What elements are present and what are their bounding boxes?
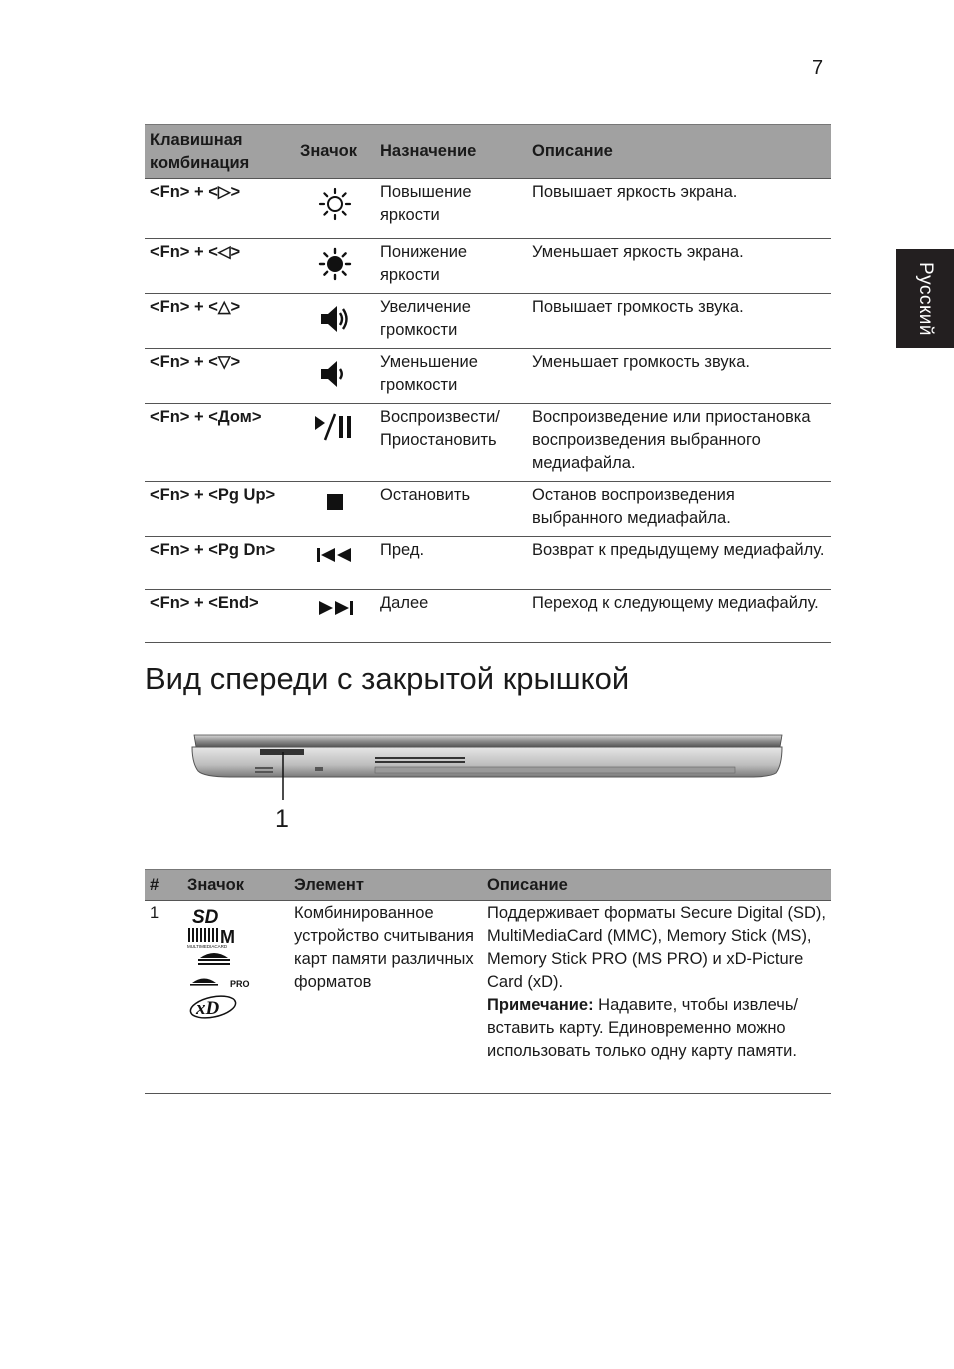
description: Переход к следующему медиафайлу. bbox=[527, 590, 831, 643]
memory-stick-pro-icon bbox=[190, 979, 250, 990]
hotkey-table-header bbox=[145, 125, 831, 179]
note-text: Надавите, чтобы извлечь/вставить карту. Единовременно можно использовать только одну карту памяти. bbox=[487, 996, 799, 1060]
language-tab-label: Русский bbox=[915, 261, 936, 336]
purpose: Пред. bbox=[375, 537, 527, 590]
header-icon: Значок bbox=[295, 125, 375, 179]
next-icon bbox=[315, 604, 355, 622]
svg-text:SD: SD bbox=[192, 907, 219, 928]
svg-text:xD: xD bbox=[196, 998, 220, 1019]
key-combo: <Fn> + <▷> bbox=[145, 179, 295, 239]
note-label: Примечание: bbox=[487, 996, 594, 1014]
table-row bbox=[145, 349, 831, 404]
key-combo: <Fn> + <End> bbox=[145, 590, 295, 643]
svg-text:M: M bbox=[220, 927, 235, 947]
purpose: Уменьшение громкости bbox=[375, 349, 527, 404]
svg-text:PRO: PRO bbox=[230, 979, 250, 989]
mmc-card-icon bbox=[187, 927, 235, 949]
header-description: Описание bbox=[527, 125, 831, 179]
svg-text:MULTIMEDIACARD: MULTIMEDIACARD bbox=[187, 944, 228, 949]
key-combo: <Fn> + <Дом> bbox=[145, 404, 295, 482]
key-combo: <Fn> + <Pg Dn> bbox=[145, 537, 295, 590]
brightness-up-icon bbox=[318, 207, 352, 225]
table-row bbox=[145, 537, 831, 590]
header-element: Элемент bbox=[289, 870, 482, 901]
play-pause-icon bbox=[313, 428, 357, 446]
table-row bbox=[145, 404, 831, 482]
element-name: Комбинированное устройство считывания карт памяти различных форматов bbox=[289, 901, 482, 1094]
language-tab bbox=[896, 249, 954, 348]
xd-card-icon bbox=[188, 992, 237, 1021]
brightness-down-icon bbox=[318, 267, 352, 285]
element-description bbox=[482, 901, 831, 1094]
purpose: Понижение яркости bbox=[375, 239, 527, 294]
description: Воспроизведение или приостановка воспроизведения выбранного медиафайла. bbox=[527, 404, 831, 482]
laptop-front-image bbox=[170, 725, 790, 820]
figure-callout-1: 1 bbox=[275, 805, 289, 833]
table-row bbox=[145, 179, 831, 239]
header-description: Описание bbox=[482, 870, 831, 901]
sd-card-icon bbox=[192, 907, 219, 928]
volume-up-icon bbox=[318, 322, 352, 340]
key-combo: <Fn> + <Pg Up> bbox=[145, 482, 295, 537]
purpose: Воспроизвести/ Приостановить bbox=[375, 404, 527, 482]
table-row bbox=[145, 482, 831, 537]
description-text: Поддерживает форматы Secure Digital (SD), MultiMediaCard (MMC), Memory Stick (MS), Memory Stick PRO (MS PRO) и xD-Picture Card (xD). bbox=[487, 904, 826, 991]
header-number: # bbox=[145, 870, 182, 901]
table-row bbox=[145, 239, 831, 294]
table-row bbox=[145, 294, 831, 349]
page-number: 7 bbox=[812, 57, 824, 79]
description: Повышает громкость звука. bbox=[527, 294, 831, 349]
hotkey-table bbox=[145, 124, 831, 643]
description: Возврат к предыдущему медиафайлу. bbox=[527, 537, 831, 590]
description: Уменьшает громкость звука. bbox=[527, 349, 831, 404]
item-number: 1 bbox=[145, 901, 182, 1094]
volume-down-icon bbox=[318, 377, 352, 395]
purpose: Остановить bbox=[375, 482, 527, 537]
parts-table-header bbox=[145, 870, 831, 901]
description: Уменьшает яркость экрана. bbox=[527, 239, 831, 294]
card-reader-icons bbox=[186, 906, 256, 1026]
key-combo: <Fn> + <◁> bbox=[145, 239, 295, 294]
stop-icon bbox=[318, 500, 352, 518]
section-title: Вид спереди с закрытой крышкой bbox=[145, 661, 630, 696]
header-icon: Значок bbox=[182, 870, 289, 901]
purpose: Повышение яркости bbox=[375, 179, 527, 239]
previous-icon bbox=[315, 551, 355, 569]
key-combo: <Fn> + <▽> bbox=[145, 349, 295, 404]
header-key-combo: Клавишная комбинация bbox=[145, 125, 295, 179]
description: Повышает яркость экрана. bbox=[527, 179, 831, 239]
purpose: Увеличение громкости bbox=[375, 294, 527, 349]
memory-stick-icon bbox=[198, 953, 230, 965]
description: Останов воспроизведения выбранного медиафайла. bbox=[527, 482, 831, 537]
key-combo: <Fn> + <△> bbox=[145, 294, 295, 349]
table-row bbox=[145, 590, 831, 643]
header-purpose: Назначение bbox=[375, 125, 527, 179]
purpose: Далее bbox=[375, 590, 527, 643]
